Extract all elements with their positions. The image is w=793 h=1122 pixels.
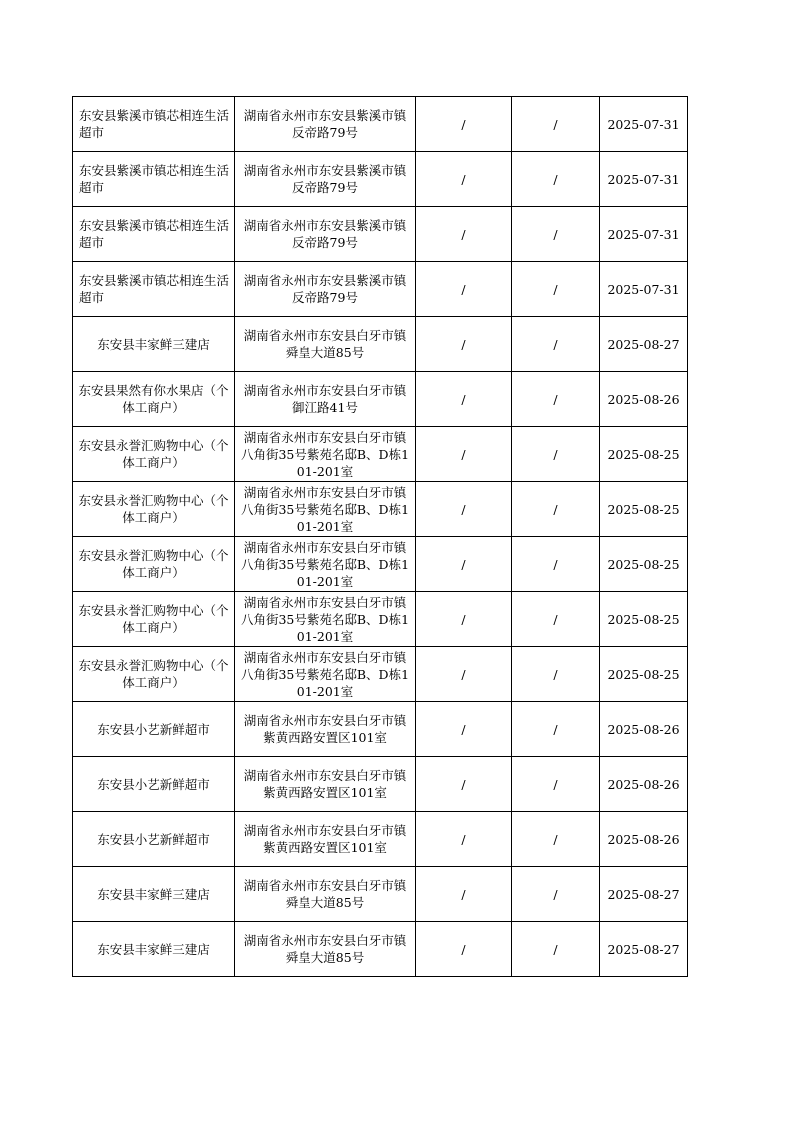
address-cell: 湖南省永州市东安县白牙市镇八角街35号紫苑名邸B、D栋101-201室 bbox=[235, 537, 416, 592]
records-table bbox=[72, 96, 688, 977]
address-cell: 湖南省永州市东安县白牙市镇舜皇大道85号 bbox=[235, 922, 416, 977]
merchant-name-cell: 东安县紫溪市镇芯相连生活超市 bbox=[73, 262, 235, 317]
value-b-cell: / bbox=[512, 262, 600, 317]
date-cell: 2025-08-25 bbox=[600, 482, 688, 537]
value-a-cell: / bbox=[416, 482, 512, 537]
table-row bbox=[73, 427, 688, 482]
value-b-cell: / bbox=[512, 757, 600, 812]
merchant-name-cell: 东安县永誉汇购物中心（个体工商户） bbox=[73, 537, 235, 592]
address-cell: 湖南省永州市东安县白牙市镇紫黄西路安置区101室 bbox=[235, 702, 416, 757]
value-a-cell: / bbox=[416, 867, 512, 922]
merchant-name-cell: 东安县紫溪市镇芯相连生活超市 bbox=[73, 207, 235, 262]
address-cell: 湖南省永州市东安县白牙市镇舜皇大道85号 bbox=[235, 317, 416, 372]
date-cell: 2025-08-27 bbox=[600, 317, 688, 372]
table-row bbox=[73, 372, 688, 427]
table-row bbox=[73, 647, 688, 702]
value-a-cell: / bbox=[416, 262, 512, 317]
address-cell: 湖南省永州市东安县紫溪市镇反帝路79号 bbox=[235, 207, 416, 262]
table-row bbox=[73, 922, 688, 977]
date-cell: 2025-07-31 bbox=[600, 97, 688, 152]
date-cell: 2025-08-27 bbox=[600, 922, 688, 977]
table-row bbox=[73, 592, 688, 647]
table-row bbox=[73, 757, 688, 812]
address-cell: 湖南省永州市东安县白牙市镇八角街35号紫苑名邸B、D栋101-201室 bbox=[235, 482, 416, 537]
value-a-cell: / bbox=[416, 97, 512, 152]
merchant-name-cell: 东安县紫溪市镇芯相连生活超市 bbox=[73, 97, 235, 152]
value-a-cell: / bbox=[416, 702, 512, 757]
address-cell: 湖南省永州市东安县紫溪市镇反帝路79号 bbox=[235, 152, 416, 207]
value-b-cell: / bbox=[512, 812, 600, 867]
merchant-name-cell: 东安县小艺新鲜超市 bbox=[73, 812, 235, 867]
value-a-cell: / bbox=[416, 372, 512, 427]
value-b-cell: / bbox=[512, 482, 600, 537]
table-row bbox=[73, 317, 688, 372]
address-cell: 湖南省永州市东安县白牙市镇紫黄西路安置区101室 bbox=[235, 757, 416, 812]
value-b-cell: / bbox=[512, 317, 600, 372]
merchant-name-cell: 东安县永誉汇购物中心（个体工商户） bbox=[73, 427, 235, 482]
value-b-cell: / bbox=[512, 702, 600, 757]
value-b-cell: / bbox=[512, 592, 600, 647]
merchant-name-cell: 东安县永誉汇购物中心（个体工商户） bbox=[73, 592, 235, 647]
merchant-name-cell: 东安县果然有你水果店（个体工商户） bbox=[73, 372, 235, 427]
table-row bbox=[73, 207, 688, 262]
date-cell: 2025-08-26 bbox=[600, 812, 688, 867]
merchant-name-cell: 东安县紫溪市镇芯相连生活超市 bbox=[73, 152, 235, 207]
value-b-cell: / bbox=[512, 922, 600, 977]
table-row bbox=[73, 812, 688, 867]
address-cell: 湖南省永州市东安县白牙市镇八角街35号紫苑名邸B、D栋101-201室 bbox=[235, 592, 416, 647]
address-cell: 湖南省永州市东安县紫溪市镇反帝路79号 bbox=[235, 262, 416, 317]
table-row bbox=[73, 482, 688, 537]
date-cell: 2025-07-31 bbox=[600, 262, 688, 317]
value-a-cell: / bbox=[416, 812, 512, 867]
merchant-name-cell: 东安县丰家鲜三建店 bbox=[73, 867, 235, 922]
date-cell: 2025-08-27 bbox=[600, 867, 688, 922]
value-b-cell: / bbox=[512, 867, 600, 922]
date-cell: 2025-08-26 bbox=[600, 757, 688, 812]
table-row bbox=[73, 867, 688, 922]
value-a-cell: / bbox=[416, 757, 512, 812]
value-a-cell: / bbox=[416, 152, 512, 207]
table-row bbox=[73, 537, 688, 592]
date-cell: 2025-08-25 bbox=[600, 592, 688, 647]
value-b-cell: / bbox=[512, 372, 600, 427]
date-cell: 2025-07-31 bbox=[600, 207, 688, 262]
date-cell: 2025-08-26 bbox=[600, 702, 688, 757]
address-cell: 湖南省永州市东安县白牙市镇八角街35号紫苑名邸B、D栋101-201室 bbox=[235, 647, 416, 702]
date-cell: 2025-08-26 bbox=[600, 372, 688, 427]
value-a-cell: / bbox=[416, 207, 512, 262]
merchant-name-cell: 东安县丰家鲜三建店 bbox=[73, 317, 235, 372]
merchant-name-cell: 东安县丰家鲜三建店 bbox=[73, 922, 235, 977]
records-table-body bbox=[73, 97, 688, 977]
value-a-cell: / bbox=[416, 317, 512, 372]
value-a-cell: / bbox=[416, 592, 512, 647]
merchant-name-cell: 东安县小艺新鲜超市 bbox=[73, 702, 235, 757]
table-row bbox=[73, 97, 688, 152]
value-a-cell: / bbox=[416, 427, 512, 482]
table-row bbox=[73, 152, 688, 207]
date-cell: 2025-07-31 bbox=[600, 152, 688, 207]
value-b-cell: / bbox=[512, 207, 600, 262]
value-b-cell: / bbox=[512, 427, 600, 482]
address-cell: 湖南省永州市东安县白牙市镇御江路41号 bbox=[235, 372, 416, 427]
table-row bbox=[73, 262, 688, 317]
value-a-cell: / bbox=[416, 922, 512, 977]
merchant-name-cell: 东安县小艺新鲜超市 bbox=[73, 757, 235, 812]
address-cell: 湖南省永州市东安县白牙市镇舜皇大道85号 bbox=[235, 867, 416, 922]
value-b-cell: / bbox=[512, 97, 600, 152]
table-row bbox=[73, 702, 688, 757]
merchant-name-cell: 东安县永誉汇购物中心（个体工商户） bbox=[73, 647, 235, 702]
value-b-cell: / bbox=[512, 152, 600, 207]
value-a-cell: / bbox=[416, 537, 512, 592]
value-b-cell: / bbox=[512, 537, 600, 592]
address-cell: 湖南省永州市东安县紫溪市镇反帝路79号 bbox=[235, 97, 416, 152]
merchant-name-cell: 东安县永誉汇购物中心（个体工商户） bbox=[73, 482, 235, 537]
address-cell: 湖南省永州市东安县白牙市镇紫黄西路安置区101室 bbox=[235, 812, 416, 867]
date-cell: 2025-08-25 bbox=[600, 427, 688, 482]
value-a-cell: / bbox=[416, 647, 512, 702]
address-cell: 湖南省永州市东安县白牙市镇八角街35号紫苑名邸B、D栋101-201室 bbox=[235, 427, 416, 482]
value-b-cell: / bbox=[512, 647, 600, 702]
date-cell: 2025-08-25 bbox=[600, 647, 688, 702]
date-cell: 2025-08-25 bbox=[600, 537, 688, 592]
